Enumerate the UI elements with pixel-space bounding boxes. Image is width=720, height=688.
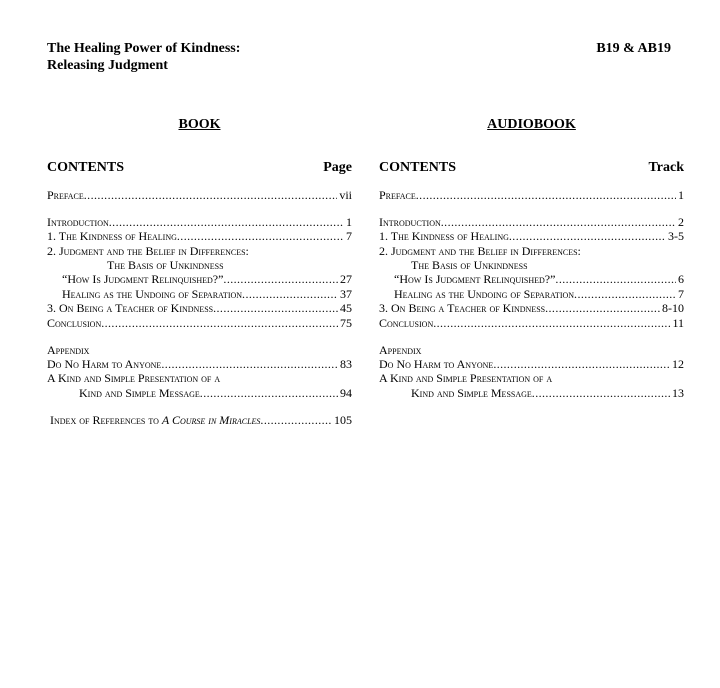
toc-entry-chapter-2-section-1: “How Is Judgment Relinquished?” ..... 27: [47, 272, 352, 286]
document-title: [47, 40, 240, 74]
toc-entry-preface: Preface ..... 1: [379, 188, 684, 202]
toc-entry-chapter-2-section-2: Healing as the Undoing of Separation ..... 7: [379, 287, 684, 301]
toc-entry-chapter-2-line-1: 2. Judgment and the Belief in Differences:: [47, 243, 249, 258]
toc-entry-chapter-2-line-1: 2. Judgment and the Belief in Differences:: [379, 243, 581, 258]
toc-entry-appendix-1: Do No Harm to Anyone ..... 12: [379, 357, 684, 371]
toc-entry-conclusion: Conclusion ..... 11: [379, 316, 684, 330]
toc-entry-chapter-3: 3. On Being a Teacher of Kindness ..... 45: [47, 301, 352, 315]
toc-entry-chapter-2-section-1: “How Is Judgment Relinquished?” ..... 6: [379, 272, 684, 286]
audiobook-toc: [379, 188, 684, 400]
toc-entry-appendix-2-line-2: Kind and Simple Message ..... 94: [47, 386, 352, 400]
book-toc: [47, 188, 352, 427]
toc-entry-introduction: Introduction ..... 1: [47, 215, 352, 229]
contents-label: CONTENTS: [379, 160, 457, 175]
book-column: [47, 116, 352, 427]
track-label: Track: [648, 160, 684, 175]
toc-entry-chapter-1: 1. The Kindness of Healing ..... 3-5: [379, 229, 684, 243]
audiobook-contents-header: [379, 159, 684, 177]
toc-appendix-heading: Appendix: [379, 342, 422, 357]
page-label: Page: [323, 160, 352, 175]
book-contents-header: [47, 159, 352, 177]
book-heading: BOOK: [178, 117, 221, 132]
toc-entry-chapter-2-line-2: The Basis of Unkindness: [411, 258, 528, 273]
title-line-1: The Healing Power of Kindness:: [47, 41, 241, 56]
toc-entry-appendix-2-line-1: A Kind and Simple Presentation of a: [47, 371, 221, 386]
toc-entry-conclusion: Conclusion ..... 75: [47, 316, 352, 330]
toc-entry-appendix-2-line-1: A Kind and Simple Presentation of a: [379, 371, 553, 386]
toc-entry-chapter-3: 3. On Being a Teacher of Kindness ..... 8-10: [379, 301, 684, 315]
toc-entry-appendix-2-line-2: Kind and Simple Message ..... 13: [379, 386, 684, 400]
toc-entry-chapter-2-line-2: The Basis of Unkindness: [107, 258, 224, 273]
toc-entry-introduction: Introduction ..... 2: [379, 215, 684, 229]
toc-appendix-heading: Appendix: [47, 342, 90, 357]
title-line-2: Releasing Judgment: [47, 58, 168, 73]
product-code: B19 & AB19: [596, 41, 671, 56]
toc-entry-appendix-1: Do No Harm to Anyone ..... 83: [47, 357, 352, 371]
audiobook-heading: AUDIOBOOK: [487, 117, 576, 132]
contents-label: CONTENTS: [47, 160, 125, 175]
toc-entry-preface: Preface ..... vii: [47, 188, 352, 202]
toc-entry-chapter-1: 1. The Kindness of Healing ..... 7: [47, 229, 352, 243]
toc-entry-index: Index of References to A Course in Miracles ..... 105: [47, 413, 352, 427]
audiobook-column: [379, 116, 684, 400]
toc-entry-chapter-2-section-2: Healing as the Undoing of Separation ..... 37: [47, 287, 352, 301]
